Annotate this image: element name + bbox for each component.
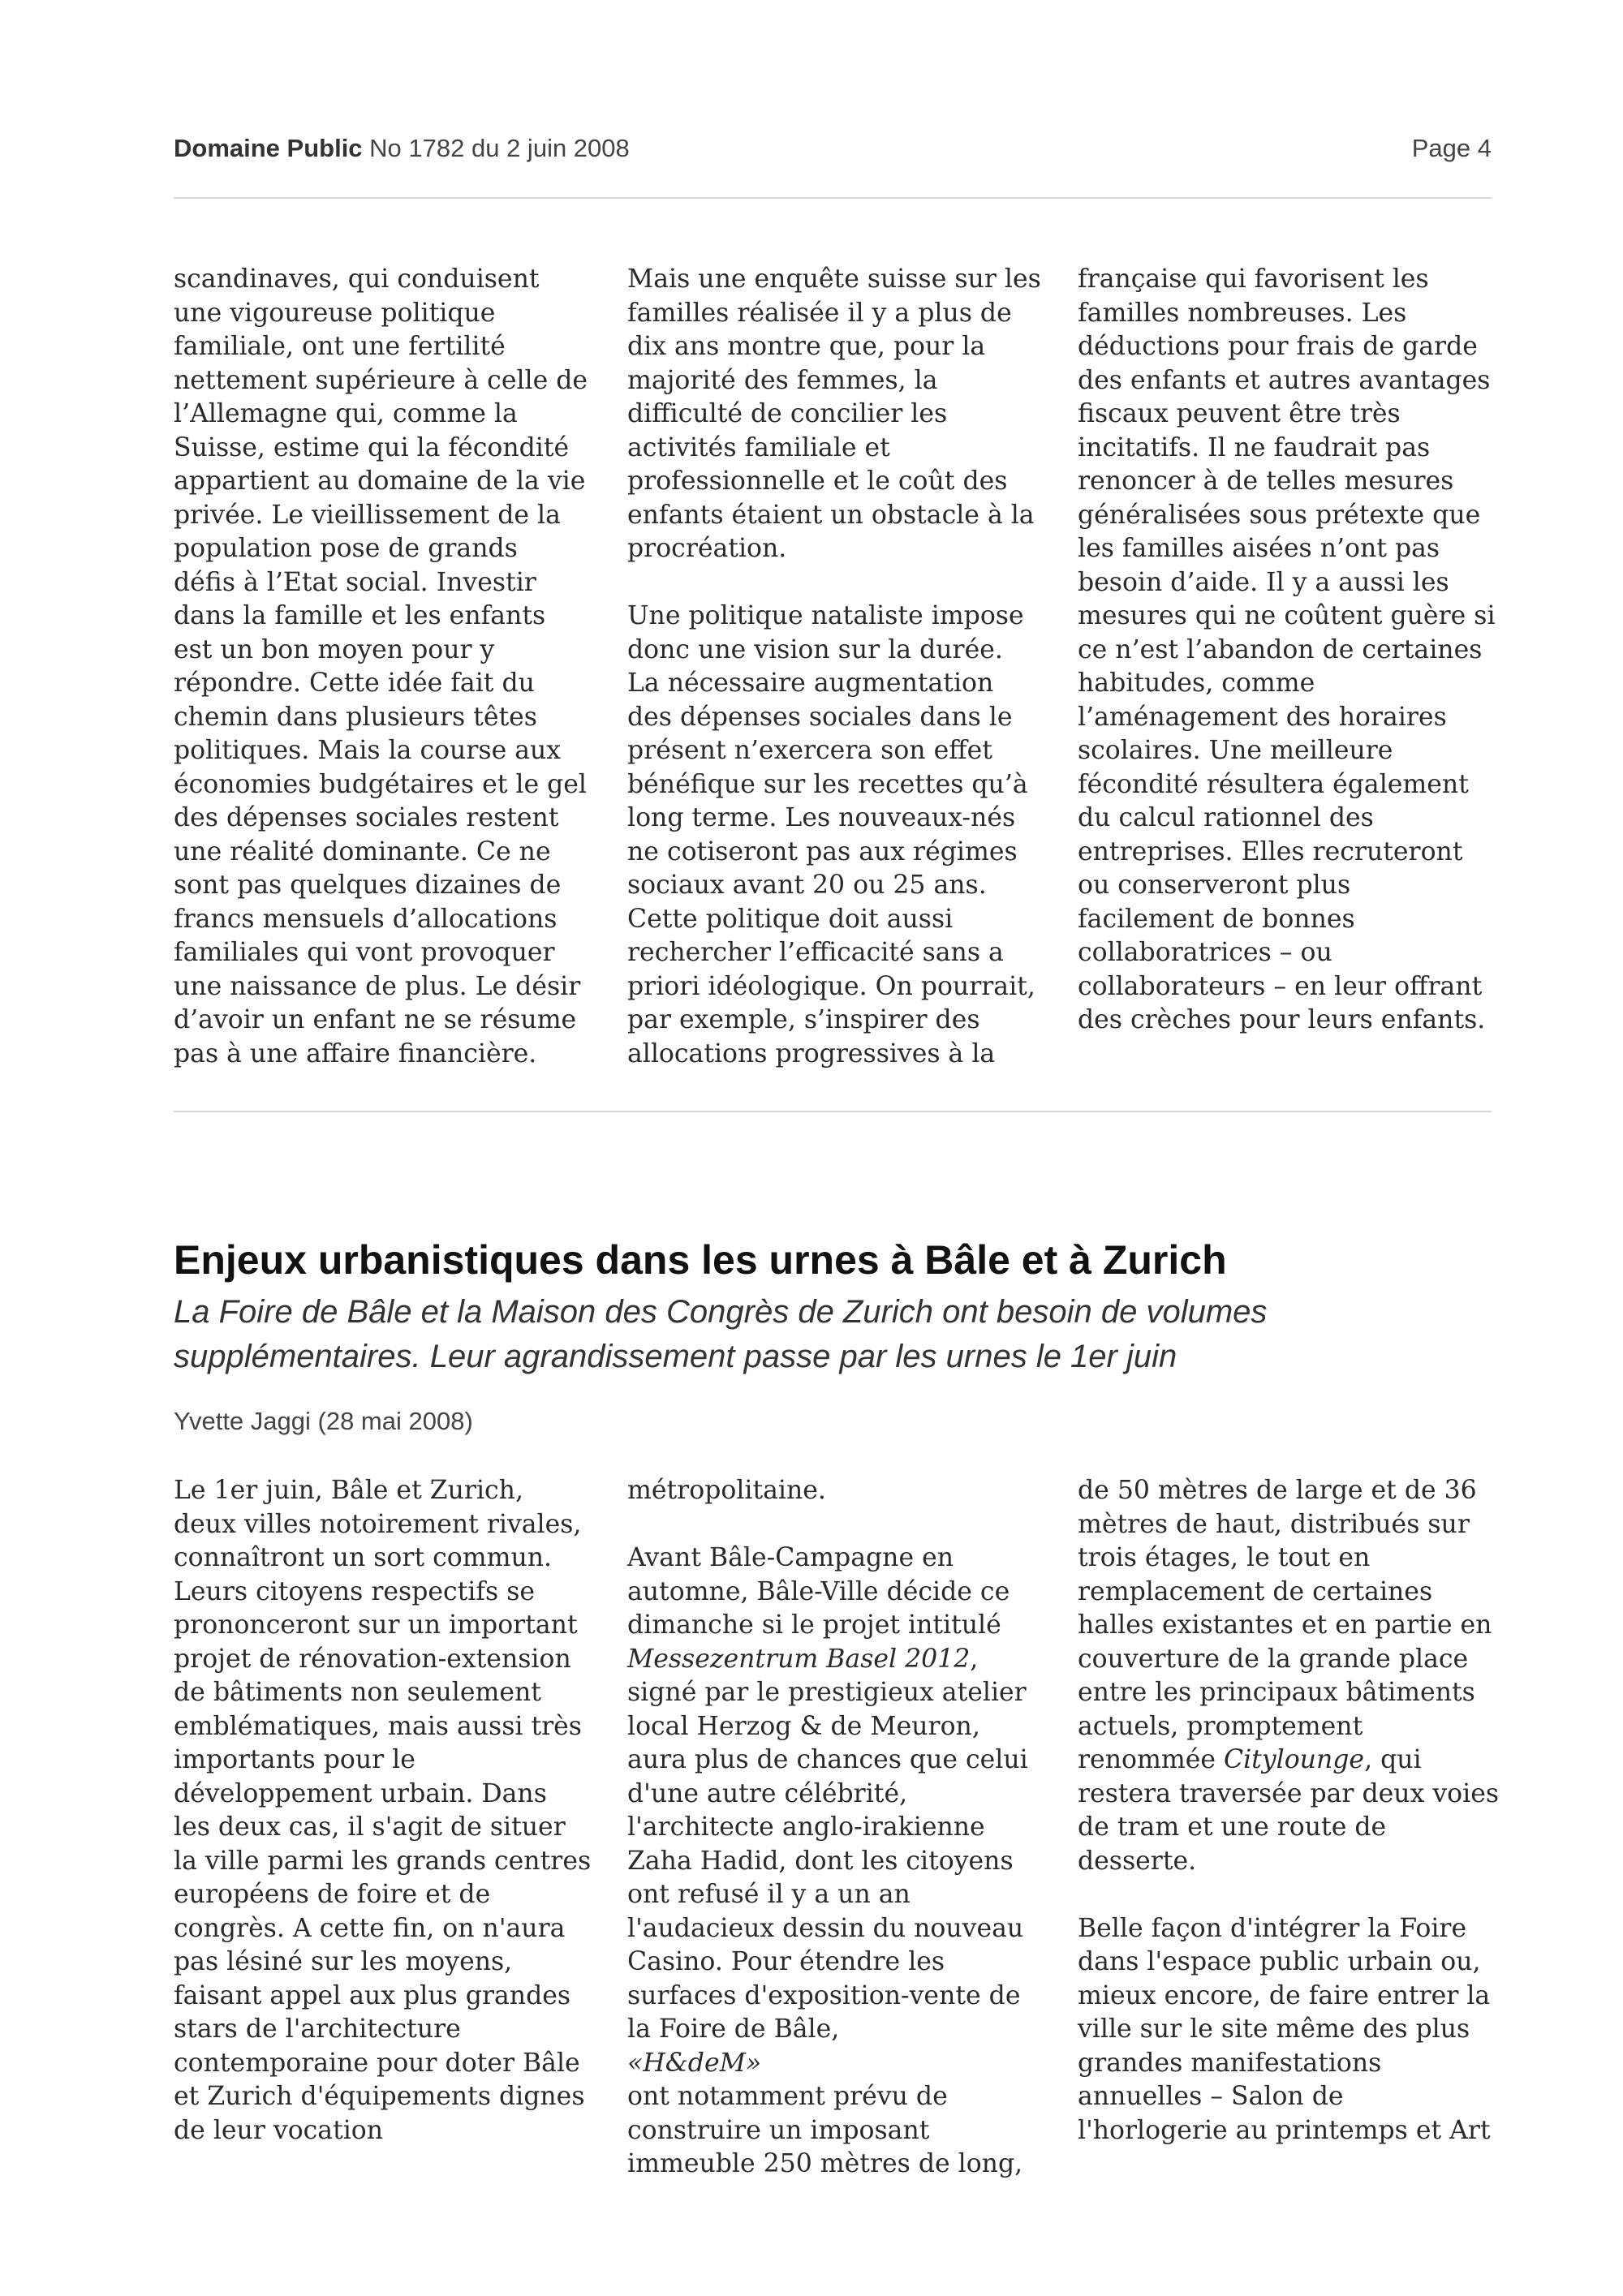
publication-name: Domaine Public [174, 134, 363, 162]
italic-project-name: Messezentrum Basel 2012, [627, 1644, 979, 1674]
text-line: Le 1er juin, Bâle et Zurich, [174, 1476, 523, 1505]
text-line: généralisées sous prétexte que [1078, 500, 1481, 530]
text-line: défis à l’Etat social. Investir [174, 567, 536, 597]
text-line: construire un imposant [627, 2115, 930, 2145]
text-line: dans la famille et les enfants [174, 601, 546, 630]
text-line: donc une vision sur la durée. [627, 634, 1003, 664]
text-line: déductions pour frais de garde [1078, 332, 1478, 361]
text-line: ont refusé il y a un an [627, 1880, 911, 1909]
text-line: collaboratrices – ou [1078, 938, 1332, 967]
text-line: habitudes, comme [1078, 669, 1315, 698]
text-line: Avant Bâle-Campagne en [627, 1543, 954, 1572]
text-line: familiales qui vont provoquer [174, 938, 555, 967]
text-line: la ville parmi les grands centres [174, 1846, 592, 1876]
article2-column-2 [627, 1474, 1049, 2182]
text-line: dimanche si le projet intitulé [627, 1610, 1001, 1640]
text-line: majorité des femmes, la [627, 365, 938, 395]
text-line: de bâtiments non seulement [174, 1678, 541, 1707]
italic-firm-name: «H&deM» [627, 2048, 762, 2078]
text-line: familles nombreuses. Les [1078, 298, 1407, 328]
text-line: faisant appel aux plus grandes [174, 1980, 571, 2010]
text-line: les familles aisées n’ont pas [1078, 534, 1440, 563]
text-line: des dépenses sociales restent [174, 803, 559, 832]
text-line: Leurs citoyens respectifs se [174, 1576, 536, 1606]
text-line: Une politique nataliste impose [627, 601, 1024, 630]
article2-col2-paragraph-2 [627, 1541, 1049, 1643]
text-line: procréation. [627, 534, 787, 563]
text-line: par exemple, s’inspirer des [627, 1005, 980, 1034]
text-line: du calcul rationnel des [1078, 803, 1374, 832]
text-line: importants pour le [174, 1745, 415, 1774]
page-header [174, 134, 1492, 166]
text-line: ville sur le site même des plus [1078, 2014, 1470, 2044]
article1-column-3 [1078, 263, 1500, 1038]
article2-col3-paragraph-1b [1078, 1778, 1500, 1879]
text-line: Casino. Pour étendre les [627, 1947, 945, 1976]
text-line: est un bon moyen pour y [174, 634, 495, 664]
text-line: desserte. [1078, 1846, 1197, 1876]
text-line: restera traversée par deux voies [1078, 1778, 1499, 1808]
text-line: francs mensuels d’allocations [174, 904, 558, 934]
text-line: dans l'espace public urbain ou, [1078, 1947, 1481, 1976]
article2-column-3 [1078, 1474, 1500, 2148]
text-line: développement urbain. Dans [174, 1778, 547, 1808]
text-line: Belle façon d'intégrer la Foire [1078, 1913, 1467, 1943]
text-line: mètres de haut, distribués sur [1078, 1509, 1470, 1539]
text-line: sociaux avant 20 ou 25 ans. [627, 871, 987, 900]
article2-byline: Yvette Jaggi (28 mai 2008) [174, 1407, 473, 1435]
text-line: familles réalisée il y a plus de [627, 298, 1012, 328]
article2-column-1 [174, 1474, 596, 2148]
text-line: d’avoir un enfant ne se résume [174, 1005, 577, 1034]
text-line: bénéfique sur les recettes qu’à [627, 769, 1028, 799]
text-line: Zaha Hadid, dont les citoyens [627, 1846, 1014, 1876]
text-line: halles existantes et en partie en [1078, 1610, 1492, 1640]
text-line: de 50 mètres de large et de 36 [1078, 1476, 1477, 1505]
issue-info: No 1782 du 2 juin 2008 [369, 134, 630, 162]
text-line: l’Allemagne qui, comme la [174, 399, 518, 428]
article1-column-2 [627, 263, 1049, 1071]
text-line: besoin d’aide. Il y a aussi les [1078, 567, 1449, 597]
text-line: trois étages, le tout en [1078, 1543, 1371, 1572]
text-line: aura plus de chances que celui [627, 1745, 1028, 1774]
text-line: congrès. A cette fin, on n'aura [174, 1913, 566, 1943]
text-line: population pose de grands [174, 534, 518, 563]
text-line: professionnelle et le coût des [627, 467, 1008, 496]
text-line: de tram et une route de [1078, 1812, 1387, 1842]
article2-col2-paragraph-2c [627, 2080, 1049, 2182]
text-line: contemporaine pour doter Bâle [174, 2048, 580, 2078]
text-line: allocations progressives à la [627, 1038, 996, 1068]
citylounge-line: renommée Citylounge, qui [1078, 1745, 1422, 1774]
text-line: La nécessaire augmentation [627, 669, 994, 698]
text-line: de leur vocation [174, 2115, 384, 2145]
text-line: rechercher l’efficacité sans a [627, 938, 1004, 967]
header-publication [174, 134, 630, 163]
text-line: Cette politique doit aussi [627, 904, 954, 934]
text-line: et Zurich d'équipements dignes [174, 2082, 585, 2111]
text-line: long terme. Les nouveaux-nés [627, 803, 1016, 832]
text-line: deux villes notoirement rivales, [174, 1509, 582, 1539]
text-line: projet de rénovation-extension [174, 1644, 571, 1674]
header-divider [174, 197, 1492, 199]
text-line: annuelles – Salon de [1078, 2082, 1344, 2111]
subtitle-line-1: La Foire de Bâle et la Maison des Congrès de Zurich ont besoin de volumes [174, 1294, 1268, 1330]
text-line: actuels, promptement [1078, 1711, 1363, 1741]
text-line: priori idéologique. On pourrait, [627, 971, 1035, 1001]
text-line: enfants étaient un obstacle à la [627, 500, 1035, 530]
text-line: facilement de bonnes [1078, 904, 1355, 934]
text-line: chemin dans plusieurs têtes [174, 702, 537, 732]
text-line: fiscaux peuvent être très [1078, 399, 1401, 428]
article2-subtitle [174, 1290, 1505, 1379]
text-line: pas à une affaire financière. [174, 1038, 537, 1068]
article-divider [174, 1111, 1492, 1112]
text-line: scandinaves, qui conduisent [174, 264, 540, 294]
text-line: couverture de la grande place [1078, 1644, 1469, 1674]
text-line: européens de foire et de [174, 1880, 491, 1909]
text-line: des dépenses sociales dans le [627, 702, 1013, 732]
text-line: dix ans montre que, pour la [627, 332, 986, 361]
text-line: des crèches pour leurs enfants. [1078, 1005, 1486, 1034]
article2-title: Enjeux urbanistiques dans les urnes à Bâle et à Zurich [174, 1237, 1227, 1283]
text-line: répondre. Cette idée fait du [174, 669, 535, 698]
text-line: difficulté de concilier les [627, 399, 948, 428]
article2-col2-paragraph-1 [627, 1474, 1049, 1508]
text-line: sont pas quelques dizaines de [174, 871, 562, 900]
article1-col2-paragraph-1 [627, 263, 1049, 566]
text-line: remplacement de certaines [1078, 1576, 1433, 1606]
text-line: mieux encore, de faire entrer la [1078, 1980, 1491, 2010]
text-line: une réalité dominante. Ce ne [174, 836, 551, 866]
text-line: présent n’exercera son effet [627, 736, 992, 765]
text-line: d'une autre célébrité, [627, 1778, 908, 1808]
text-line: scolaires. Une meilleure [1078, 736, 1393, 765]
text-line: emblématiques, mais aussi très [174, 1711, 582, 1741]
text-line: française qui favorisent les [1078, 264, 1429, 294]
text-line: ce n’est l’abandon de certaines [1078, 634, 1483, 664]
text-line: les deux cas, il s'agit de situer [174, 1812, 566, 1842]
text-line: connaîtront un sort commun. [174, 1543, 553, 1572]
text-line: prononceront sur un important [174, 1610, 578, 1640]
text-line: des enfants et autres avantages [1078, 365, 1491, 395]
article2-col3-paragraph-1a [1078, 1474, 1500, 1743]
text-line: l'audacieux dessin du nouveau [627, 1913, 1024, 1943]
text-line: collaborateurs – en leur offrant [1078, 971, 1483, 1001]
text-line: entre les principaux bâtiments [1078, 1678, 1475, 1707]
text-line: l'architecte anglo-irakienne [627, 1812, 985, 1842]
article1-col2-paragraph-2 [627, 600, 1049, 1071]
text-line: Suisse, estime qui la fécondité [174, 432, 570, 462]
text-line: mesures qui ne coûtent guère si [1078, 601, 1496, 630]
text-line: familiale, ont une fertilité [174, 332, 506, 361]
text-line: appartient au domaine de la vie [174, 467, 586, 496]
text-line: immeuble 250 mètres de long, [627, 2149, 1023, 2178]
text-line: local Herzog & de Meuron, [627, 1711, 980, 1741]
text-line: fécondité résultera également [1078, 769, 1469, 799]
text-line: signé par le prestigieux atelier [627, 1678, 1027, 1707]
text-line: ou conserveront plus [1078, 871, 1351, 900]
text-line: politiques. Mais la course aux [174, 736, 562, 765]
text-line: renoncer à de telles mesures [1078, 467, 1454, 496]
text-line: métropolitaine. [627, 1476, 826, 1505]
text-line: économies budgétaires et le gel [174, 769, 587, 799]
text-line: stars de l'architecture [174, 2014, 461, 2044]
text-line: nettement supérieure à celle de [174, 365, 588, 395]
text-line: ne cotiseront pas aux régimes [627, 836, 1018, 866]
article2-col3-paragraph-2 [1078, 1912, 1500, 2148]
text-line: la Foire de Bâle, [627, 2014, 840, 2044]
text-line: Mais une enquête suisse sur les [627, 264, 1041, 294]
article1-column-1 [174, 263, 596, 1071]
text-line: une naissance de plus. Le désir [174, 971, 581, 1001]
text-line: grandes manifestations [1078, 2048, 1382, 2078]
text-line: activités familiale et [627, 432, 890, 462]
text-line: automne, Bâle-Ville décide ce [627, 1576, 1010, 1606]
text-line: pas lésiné sur les moyens, [174, 1947, 513, 1976]
subtitle-line-2: supplémentaires. Leur agrandissement passe par les urnes le 1er juin [174, 1339, 1177, 1374]
text-line: une vigoureuse politique [174, 298, 496, 328]
article2-col2-paragraph-2b [627, 1676, 1049, 2047]
text-line: surfaces d'exposition-vente de [627, 1980, 1021, 2010]
text-line: l’aménagement des horaires [1078, 702, 1447, 732]
text-line: ont notamment prévu de [627, 2082, 948, 2111]
page-number: Page 4 [1411, 134, 1492, 162]
text-line: l'horlogerie au printemps et Art [1078, 2115, 1491, 2145]
text-line: privée. Le vieillissement de la [174, 500, 561, 530]
text-line: entreprises. Elles recruteront [1078, 836, 1463, 866]
text-line: incitatifs. Il ne faudrait pas [1078, 432, 1431, 462]
